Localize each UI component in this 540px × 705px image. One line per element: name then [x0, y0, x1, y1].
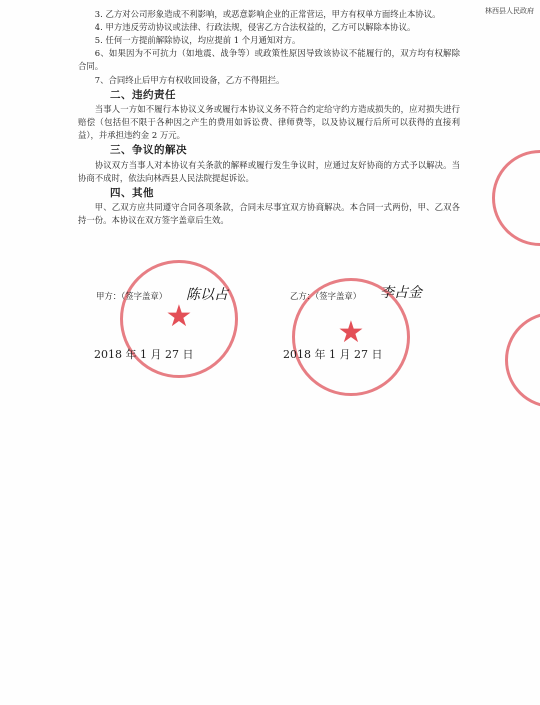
section-body-breach: 当事人一方如不履行本协议义务或履行本协议义务不符合约定给守约方造成损失的，应对损失进行赔偿（包括但不限于各种因之产生的费用如诉讼费、律师费等，以及协议履行后所可以获得的直接利益），并承担违约金 2 万元。	[78, 103, 460, 141]
star-icon: ★	[165, 299, 193, 334]
party-b-date: 2018 年 1 月 27 日	[283, 348, 383, 361]
star-icon: ★	[337, 315, 365, 350]
clause-5: 5. 任何一方提前解除协议，均应提前 1 个月通知对方。	[94, 35, 301, 46]
company-seal-edge-bottom	[505, 312, 540, 408]
section-body-dispute: 协议双方当事人对本协议有关条款的解释或履行发生争议时，应通过友好协商的方式予以解决。当协商不成时，依法向林西县人民法院提起诉讼。	[78, 159, 460, 183]
clause-3: 3. 乙方对公司形象造成不利影响，或恶意影响企业的正常营运，甲方有权单方面终止本协议。	[94, 9, 441, 19]
party-b-signature: 李占金	[380, 285, 422, 301]
party-a-signature: 陈以占	[186, 287, 228, 303]
section-heading-dispute: 三、争议的解决	[110, 144, 187, 157]
section-body-other: 甲、乙双方应共同遵守合同各项条款，合同未尽事宜双方协商解决。本合同一式两份，甲、乙双各持一份。本协议在双方签字盖章后生效。	[78, 202, 460, 226]
section-heading-other: 四、其他	[110, 186, 154, 199]
section-heading-breach: 二、违约责任	[110, 88, 176, 101]
party-b-signature-label: 乙方：（签字盖章）	[290, 291, 362, 301]
watermark: 林西县人民政府	[485, 7, 534, 15]
clause-4: 4. 甲方违反劳动协议或法律、行政法规，侵害乙方合法权益的，乙方可以解除本协议。	[94, 22, 416, 33]
clause-6: 6、如果因为不可抗力（如地震、战争等）或政策性原因导致该协议不能履行的，双方均有权解除合同。	[78, 48, 460, 72]
agreement-body	[78, 8, 460, 227]
company-seal-edge-top	[492, 150, 540, 246]
party-a-signature-label: 甲方：（签字盖章）	[96, 291, 168, 301]
party-a-date: 2018 年 1 月 27 日	[94, 348, 194, 361]
clause-7: 7、合同终止后甲方有权收回设备，乙方不得阻拦。	[94, 74, 285, 85]
